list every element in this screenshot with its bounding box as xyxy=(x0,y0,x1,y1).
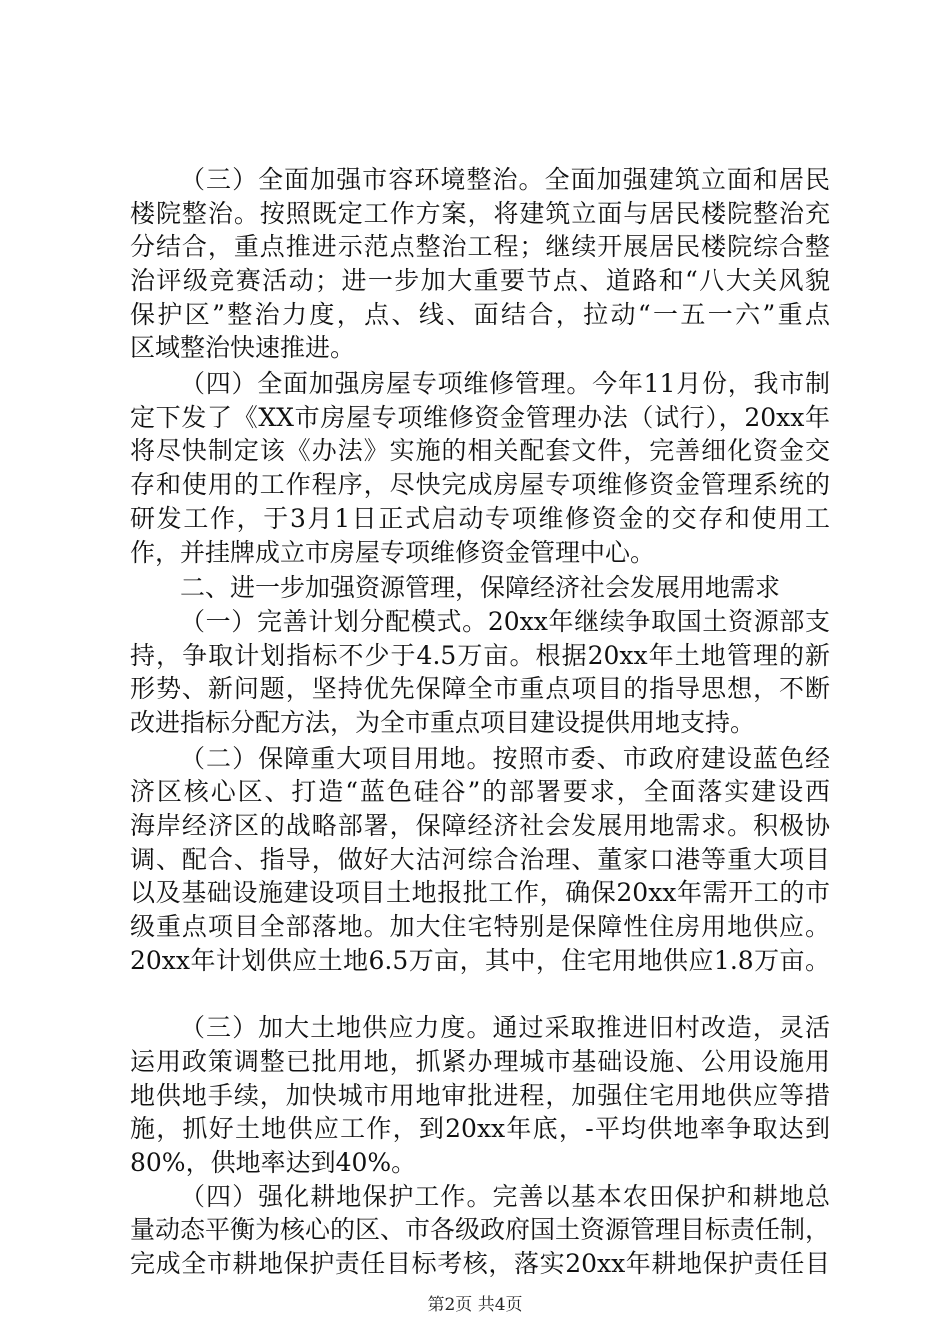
text-line: （一）完善计划分配模式。20xx年继续争取国土资源部支 xyxy=(180,607,830,636)
text-line: 二、进一步加强资源管理，保障经济社会发展用地需求 xyxy=(180,573,781,602)
text-line: 保护区”整治力度，点、线、面结合，拉动“一五一六”重点 xyxy=(130,300,830,329)
text-line: （三）全面加强市容环境整治。全面加强建筑立面和居民 xyxy=(180,165,830,194)
text-line: （四）强化耕地保护工作。完善以基本农田保护和耕地总 xyxy=(180,1182,830,1211)
text-line: 级重点项目全部落地。加大住宅特别是保障性住房用地供应。 xyxy=(130,912,830,941)
text-line: 定下发了《XX市房屋专项维修资金管理办法（试行），20xx年 xyxy=(130,403,830,432)
text-line: 80%，供地率达到40%。 xyxy=(130,1148,417,1177)
text-line: 持，争取计划指标不少于4.5万亩。根据20xx年土地管理的新 xyxy=(130,641,830,670)
text-line: 施，抓好土地供应工作，到20xx年底，-平均供地率争取达到 xyxy=(130,1114,830,1143)
text-line: 量动态平衡为核心的区、市各级政府国土资源管理目标责任制， xyxy=(130,1215,830,1244)
text-line: 改进指标分配方法，为全市重点项目建设提供用地支持。 xyxy=(130,708,756,737)
text-line: （四）全面加强房屋专项维修管理。今年11月份，我市制 xyxy=(180,369,830,398)
text-line: 完成全市耕地保护责任目标考核，落实20xx年耕地保护责任目 xyxy=(130,1249,830,1278)
page-footer: 第2页 共4页 xyxy=(427,1295,523,1315)
text-line: 20xx年计划供应土地6.5万亩，其中，住宅用地供应1.8万亩。 xyxy=(130,946,830,975)
text-line: 治评级竞赛活动；进一步加大重要节点、道路和“八大关风貌 xyxy=(130,266,830,295)
text-line: 作，并挂牌成立市房屋专项维修资金管理中心。 xyxy=(130,538,656,567)
text-line: 楼院整治。按照既定工作方案，将建筑立面与居民楼院整治充 xyxy=(130,199,830,228)
text-line: 研发工作，于3月1日正式启动专项维修资金的交存和使用工 xyxy=(130,504,830,533)
text-line: 区域整治快速推进。 xyxy=(130,333,356,362)
text-line: 运用政策调整已批用地，抓紧办理城市基础设施、公用设施用 xyxy=(130,1047,830,1076)
text-line: 地供地手续，加快城市用地审批进程，加强住宅用地供应等措 xyxy=(130,1081,830,1110)
text-line: （二）保障重大项目用地。按照市委、市政府建设蓝色经 xyxy=(180,744,830,773)
text-line: 海岸经济区的战略部署，保障经济社会发展用地需求。积极协 xyxy=(130,811,830,840)
text-line: 分结合，重点推进示范点整治工程；继续开展居民楼院综合整 xyxy=(130,232,830,261)
text-line: 形势、新问题，坚持优先保障全市重点项目的指导思想，不断 xyxy=(130,674,830,703)
text-line: 将尽快制定该《办法》实施的相关配套文件，完善细化资金交 xyxy=(130,436,830,465)
text-line: 济区核心区、打造“蓝色硅谷”的部署要求，全面落实建设西 xyxy=(130,777,830,806)
text-line: 以及基础设施建设项目土地报批工作，确保20xx年需开工的市 xyxy=(130,878,830,907)
text-line: （三）加大土地供应力度。通过采取推进旧村改造，灵活 xyxy=(180,1013,830,1042)
text-line: 存和使用的工作程序，尽快完成房屋专项维修资金管理系统的 xyxy=(130,470,830,499)
text-line: 调、配合、指导，做好大沽河综合治理、董家口港等重大项目 xyxy=(130,845,830,874)
